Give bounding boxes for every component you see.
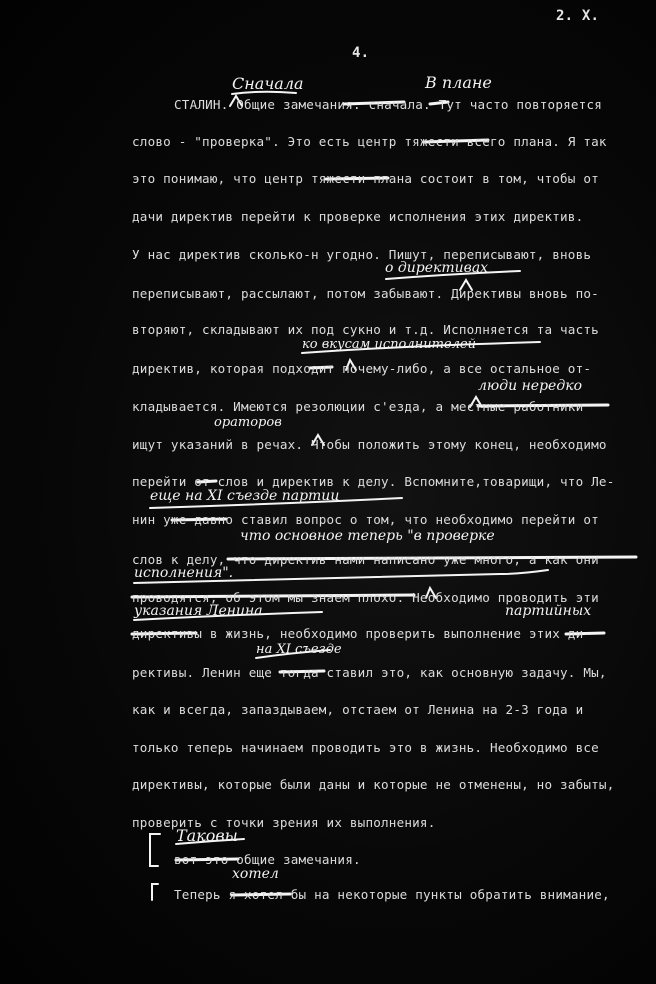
typed-line: вот это общие замечания. — [174, 852, 361, 867]
typed-line: как и всегда, запаздываем, отстаем от Ленина на 2-3 года и — [132, 702, 584, 717]
typed-line: нин уже давно ставил вопрос о том, что необходимо перейти от — [132, 512, 599, 527]
handwritten-note: хотел — [232, 866, 279, 882]
corner-number: 2. Х. — [556, 8, 600, 24]
typed-line: перейти от слов и директив к делу. Вспомните,товарищи, что Ле- — [132, 474, 615, 489]
handwritten-note: ко вкусам исполнителей — [302, 337, 476, 352]
typed-line: проверить с точки зрения их выполнения. — [132, 815, 436, 830]
typed-line: слов к делу, что директив нами написано уже много, а как они — [132, 552, 599, 567]
typed-line: проводятся, об этом мы знаем плохо. Необходимо проводить эти — [132, 590, 599, 605]
typed-line: ищут указаний в речах. Чтобы положить этому конец, необходимо — [132, 437, 607, 452]
typed-line: СТАЛИН. Общие замечания. сначала. Тут часто повторяется — [174, 97, 603, 112]
margin-bracket — [152, 884, 158, 900]
typed-line: У нас директив сколько-н угодно. Пишут, переписывают, вновь — [132, 247, 592, 262]
typed-line: вторяют, складывают их под сукно и т.д. Исполняется та часть — [132, 322, 599, 337]
handwritten-note: Сначала — [232, 74, 304, 93]
page-number: 4. — [352, 45, 370, 61]
typed-line: директивы в жизнь, необходимо проверить выполнение этих ди- — [132, 626, 592, 641]
typed-line: это понимаю, что центр тяжести плана состоит в том, чтобы от — [132, 171, 599, 186]
handwritten-note: о директивах — [385, 260, 489, 276]
handwritten-note: указания Ленина — [134, 603, 263, 619]
typed-line: переписывают, рассылают, потом забывают. Директивы вновь по- — [132, 286, 599, 301]
typed-line: кладывается. Имеются резолюции с'езда, а местные работники — [132, 399, 584, 414]
handwritten-note: на XI съезде — [256, 642, 342, 657]
typed-line: директивы, которые были даны и которые не отменены, но забыты, — [132, 777, 615, 792]
handwritten-note: что основное теперь "в проверке — [240, 528, 495, 544]
handwritten-note: ораторов — [214, 415, 282, 430]
typed-line: директив, которая подходит почему-либо, а все остальное от- — [132, 361, 592, 376]
handwritten-note: исполнения". — [134, 565, 234, 581]
handwritten-note: партийных — [505, 603, 592, 619]
margin-bracket — [150, 834, 160, 866]
typed-line: только теперь начинаем проводить это в жизнь. Необходимо все — [132, 740, 599, 755]
handwritten-note: люди нередко — [478, 378, 582, 394]
typed-line: Теперь я хотел бы на некоторые пункты обратить внимание, — [174, 887, 610, 902]
typed-line: слово - "проверка". Это есть центр тяжести всего плана. Я так — [132, 134, 607, 149]
typed-line: рективы. Ленин еще тогда ставил это, как основную задачу. Мы, — [132, 665, 607, 680]
handwritten-note: еще на XI съезде партии — [150, 488, 340, 504]
handwritten-note: Таковы — [176, 826, 238, 845]
handwritten-note: В плане — [425, 73, 492, 92]
typed-line: дачи директив перейти к проверке исполнения этих директив. — [132, 209, 584, 224]
